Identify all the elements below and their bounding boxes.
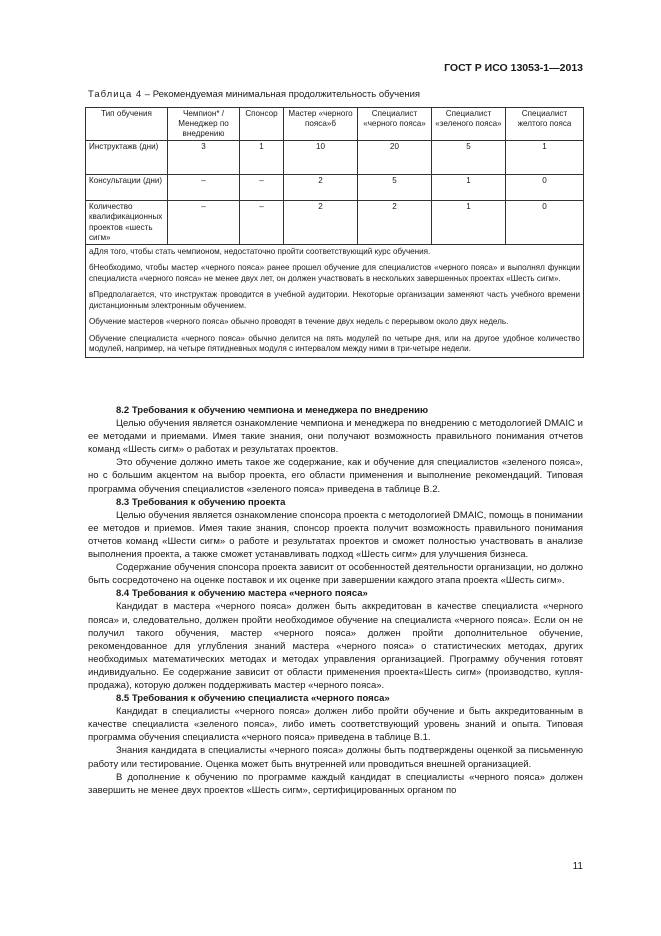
table-cell: 1 — [432, 201, 506, 244]
table-footnote: Обучение мастеров «черного пояса» обычно проводят в течение двух недель с перерывом около двух недель. — [89, 317, 509, 327]
table-caption — [88, 89, 420, 100]
table-cell: – — [168, 175, 240, 201]
column-header: Специалист желтого пояса — [506, 108, 584, 141]
table-cell: – — [168, 201, 240, 244]
table-row — [86, 141, 584, 175]
training-duration-table — [85, 107, 584, 358]
paragraph: Знания кандидата в специалисты «черного пояса» должны быть подтверждены оценкой за письменную работу или тестирование. Оценка может быть внутренней или проводиться внешней организацией. — [88, 745, 583, 770]
table-cell: 2 — [284, 175, 358, 201]
table-notes-row — [86, 244, 584, 357]
table-cell: 5 — [432, 141, 506, 175]
page-number: 11 — [572, 861, 583, 872]
row-label: Инструктажв (дни) — [86, 141, 168, 175]
table-footnote: вПредполагается, что инструктаж проводится в учебной аудитории. Некоторые организации заменяют часть учебного времени дистанционным электронным обучением. — [89, 290, 580, 310]
row-label: Консультации (дни) — [86, 175, 168, 201]
paragraph: В дополнение к обучению по программе каждый кандидат в специалисты «черного пояса» должен завершить не менее двух проектов «Шесть сигм», сертифицированных органом по — [88, 771, 583, 796]
column-header: Специалист «зеленого пояса» — [432, 108, 506, 141]
table-cell: 1 — [506, 141, 584, 175]
table-footnote: бНеобходимо, чтобы мастер «черного пояса» ранее прошел обучение для специалистов «черного пояса» и выполнял функции специалиста «черного пояса» не менее двух лет, он должен участвовать в нескольких завершенных проектах «Шесть сигм». — [89, 263, 580, 283]
table-cell: 10 — [284, 141, 358, 175]
table-cell: 20 — [358, 141, 432, 175]
table-cell: 0 — [506, 201, 584, 244]
paragraph: Целью обучения является ознакомление спонсора проекта с методологией DMAIC, помощь в понимании ее методов и приемов. Имея такие знания, спонсор проекта получит возможность правильного понимания отчетов команд «Шести сигм» о работе и результатах проектов и сможет полностью участвовать в анализе выполнения проекта, а также сможет устанавливать подход «Шесть сигм» для улучшения бизнеса. — [88, 509, 583, 561]
section-heading: 8.4 Требования к обучению мастера «черного пояса» — [116, 588, 368, 600]
column-header: Спонсор — [240, 108, 284, 141]
table-caption-text: – Рекомендуемая минимальная продолжительность обучения — [142, 89, 421, 100]
paragraph: Целью обучения является ознакомление чемпиона и менеджера по внедрению с методологией DMAIC и ее методами и приемами. Имея такие знания, они получают возможность правильного понимания отчетов команд «Шесть сигм» о работах и результатах проектов. — [88, 418, 583, 456]
table-cell: 2 — [358, 201, 432, 244]
table-row — [86, 201, 584, 244]
paragraph: Содержание обучения спонсора проекта зависит от особенностей деятельности организации, но должно быть сосредоточено на оценке поставок и их оценке при завершении каждого этапа проекта «Шесть сигм». — [88, 562, 583, 587]
table-cell: 5 — [358, 175, 432, 201]
table-caption-label: Таблица 4 — [88, 89, 143, 100]
table-footnote: Обучение специалиста «черного пояса» обычно делится на пять модулей по четыре дня, или на другое удобное количество модулей, например, на четыре пятидневных модуля с интервалом между ними в три-четыре недели. — [89, 333, 580, 354]
paragraph: Это обучение должно иметь такое же содержание, как и обучение для специалистов «зеленого пояса», но с большим акцентом на выбор проекта, его области применения и выполнение рекомендаций. Типовая программа обучения специалистов «зеленого пояса» приведена в таблице В.2. — [88, 457, 583, 495]
table-cell: 2 — [284, 201, 358, 244]
table-row — [86, 175, 584, 201]
section-heading: 8.3 Требования к обучению проекта — [116, 496, 286, 508]
table-footnote: аДля того, чтобы стать чемпионом, недостаточно пройти соответствующий курс обучения. — [89, 246, 431, 256]
table-cell: 1 — [432, 175, 506, 201]
table-cell: 3 — [168, 141, 240, 175]
paragraph: Кандидат в специалисты «черного пояса» должен либо пройти обучение и быть аккредитованным в качестве специалиста «зеленого пояса», либо иметь соответствующий уровень знаний и опыта. Типовая программа обучения специалиста «черного пояса» приведена в таблице В.1. — [88, 706, 583, 744]
document-code: ГОСТ Р ИСО 13053-1—2013 — [444, 62, 583, 74]
table-header-row — [86, 108, 584, 141]
table-cell: 0 — [506, 175, 584, 201]
column-header: Мастер «черного пояса»б — [284, 108, 358, 141]
table-notes — [86, 244, 584, 357]
table-cell: – — [240, 201, 284, 244]
table-cell: – — [240, 175, 284, 201]
column-header: Тип обучения — [86, 108, 168, 141]
table-cell: 1 — [240, 141, 284, 175]
column-header: Чемпион* / Менеджер по внедрению — [168, 108, 240, 141]
document-body — [88, 404, 583, 797]
section-heading: 8.5 Требования к обучению специалиста «черного пояса» — [116, 693, 390, 705]
paragraph: Кандидат в мастера «черного пояса» должен быть аккредитован в качестве специалиста «черного пояса» и, следовательно, должен пройти необходимое обучение на специалиста «черного пояса». Если он не получил такого обучения, мастер «черного пояса» должен пройти дополнительное обучение, рекомендованное для углубления знаний мастера «черного пояса» о статистических методах, других необходимых математических методах и методах управления организацией. Программу обучения готовят индивидуально. Ее содержание зависит от области применения проекта«Шесть сигм» (производство, купля-продажа), которую должен поддерживать мастер «черного пояса». — [88, 601, 583, 691]
section-heading: 8.2 Требования к обучению чемпиона и менеджера по внедрению — [116, 405, 429, 416]
row-label: Количество квалификационных проектов «шесть сигм» — [86, 201, 168, 244]
column-header: Специалист «черного пояса» — [358, 108, 432, 141]
